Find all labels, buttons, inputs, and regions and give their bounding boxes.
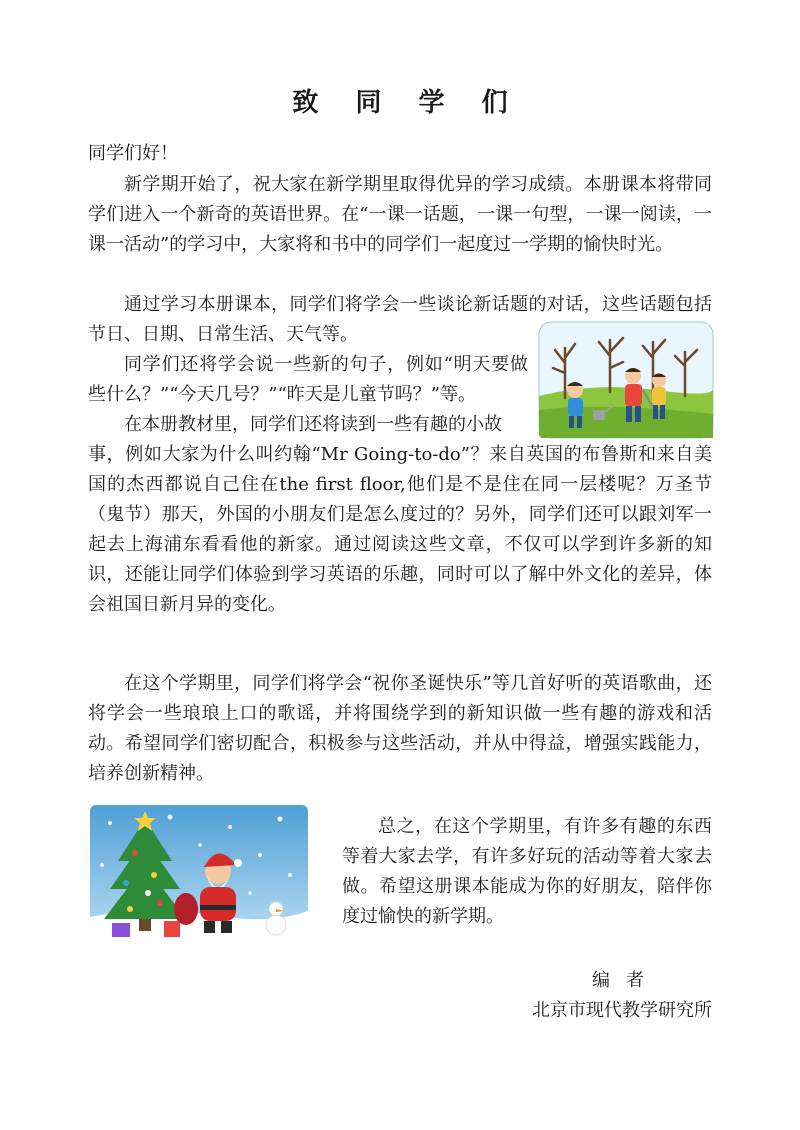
paragraph-sentences: 同学们还将学会说一些新的句子，例如“明天要做些什么？”“今天几号？”“昨天是儿童节吗？”等。 [88, 354, 528, 405]
page-title: 致 同 学 们 [292, 88, 522, 118]
christmas-drawing [90, 805, 308, 945]
tree-planting-illustration [535, 318, 717, 442]
christmas-illustration [90, 805, 308, 945]
paragraph-songs: 在这个学期里，同学们将学会“祝你圣诞快乐”等几首好听的英语歌曲，还将学会一些琅琅上口的歌谣，并将围绕学到的新知识做一些有趣的游戏和活动。希望同学们密切配合，积极参与这些活动，并从中得益，增强实践能力，培养创新精神。 [88, 673, 712, 784]
editor-signature: 编者 [592, 970, 660, 991]
paragraph-closing: 总之，在这个学期里，有许多有趣的东西等着大家去学，有许多好玩的活动等着大家去做。希望这册课本能成为你的好朋友，陪伴你度过愉快的新学期。 [342, 816, 712, 927]
organization-signature: 北京市现代教学研究所 [532, 1000, 712, 1021]
paragraph-intro: 新学期开始了，祝大家在新学期里取得优异的学习成绩。本册课本将带同学们进入一个新奇的英语世界。在“一课一话题，一课一句型，一课一阅读，一课一活动”的学习中，大家将和书中的同学们一起度过一学期的愉快时光。 [88, 174, 712, 255]
paragraph-dialogues: 通过学习本册课本，同学们将学会一些谈论新话题的对话，这些话题包括节日、日期、日常生活、天气等。 [88, 294, 712, 345]
paragraph-stories-start: 在本册教材里，同学们还将读到一些有趣的小故 [124, 414, 502, 435]
paragraph-stories-continued: 事，例如大家为什么叫约翰“Mr Going-to-do”？来自英国的布鲁斯和来自美国的杰西都说自己住在the first floor,他们是不是住在同一层楼呢？万圣节（鬼节）那天，外国的小朋友们是怎么度过的？另外，同学们还可以跟刘军一起去上海浦东看看他的新家。通过阅读这些文章，不仅可以学到许多新的知识，还能让同学们体验到学习英语的乐趣，同时可以了解中外文化的差异，体会祖国日新月异的变化。 [88, 444, 712, 615]
tree-planting-drawing [535, 318, 717, 442]
greeting: 同学们好！ [88, 143, 178, 164]
